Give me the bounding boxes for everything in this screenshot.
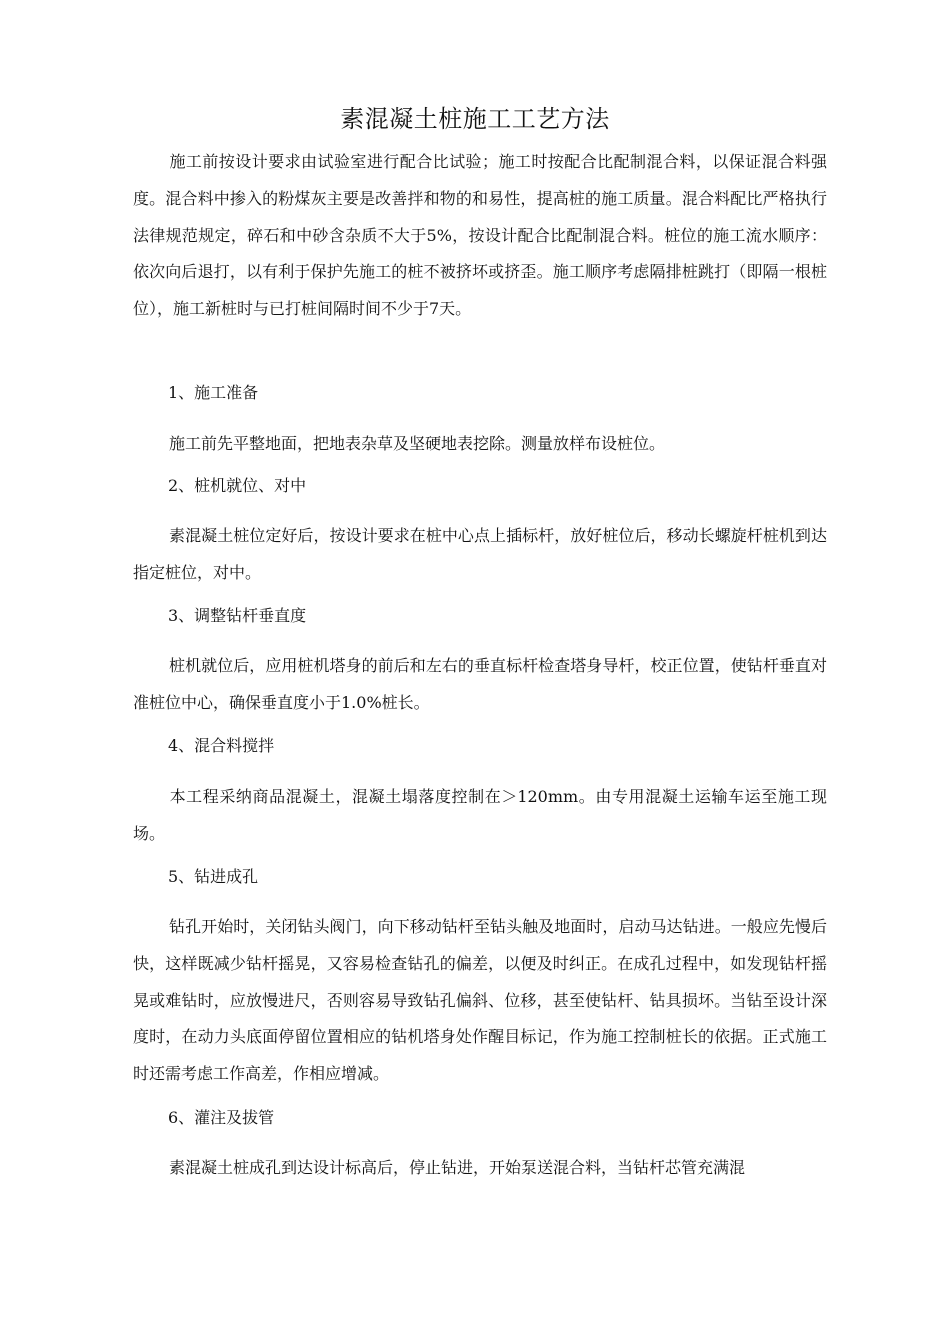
section-heading-4: 4、混合料搅拌 — [168, 736, 275, 755]
section-body-2: 素混凝土桩位定好后，按设计要求在桩中心点上插标杆，放好桩位后，移动长螺旋杆桩机到达指定桩位，对中。 — [133, 526, 827, 582]
section-heading-2: 2、桩机就位、对中 — [168, 476, 307, 495]
section-body-3: 桩机就位后，应用桩机塔身的前后和左右的垂直标杆检查塔身导杆，校正位置，使钻杆垂直对准桩位中心，确保垂直度小于1.0%桩长。 — [133, 656, 827, 712]
section-body-4: 本工程采纳商品混凝土，混凝土塌落度控制在＞120mm。由专用混凝土运输车运至施工现场。 — [133, 787, 827, 843]
section-heading-5: 5、钻进成孔 — [168, 867, 259, 886]
section-heading-6: 6、灌注及拔管 — [168, 1108, 275, 1127]
section-heading-3: 3、调整钻杆垂直度 — [168, 606, 307, 625]
intro-paragraph — [133, 144, 827, 328]
section-heading-1: 1、施工准备 — [168, 383, 259, 402]
document-title: 素混凝土桩施工工艺方法 — [340, 105, 610, 133]
section-body-1: 施工前先平整地面，把地表杂草及坚硬地表挖除。测量放样布设桩位。 — [169, 434, 666, 453]
section-body-5: 钻孔开始时，关闭钻头阀门，向下移动钻杆至钻头触及地面时，启动马达钻进。一般应先慢后快，这样既减少钻杆摇晃，又容易检查钻孔的偏差，以便及时纠正。在成孔过程中，如发现钻杆摇晃或难钻时，应放慢进尺，否则容易导致钻孔偏斜、位移，甚至使钻杆、钻具损坏。当钻至设计深度时，在动力头底面停留位置相应的钻机塔身处作醒目标记，作为施工控制桩长的依据。正式施工时还需考虑工作高差，作相应增减。 — [133, 917, 827, 1084]
section-body-6: 素混凝土桩成孔到达设计标高后，停止钻进，开始泵送混合料，当钻杆芯管充满混 — [169, 1158, 746, 1177]
intro-text: 施工前按设计要求由试验室进行配合比试验；施工时按配合比配制混合料，以保证混合料强度。混合料中掺入的粉煤灰主要是改善拌和物的和易性，提高桩的施工质量。混合料配比严格执行法律规范规定，碎石和中砂含杂质不大于5%，按设计配合比配制混合料。桩位的施工流水顺序：依次向后退打，以有利于保护先施工的桩不被挤坏或挤歪。施工顺序考虑隔排桩跳打（即隔一根桩位），施工新桩时与已打桩间隔时间不少于7天。 — [133, 152, 827, 319]
